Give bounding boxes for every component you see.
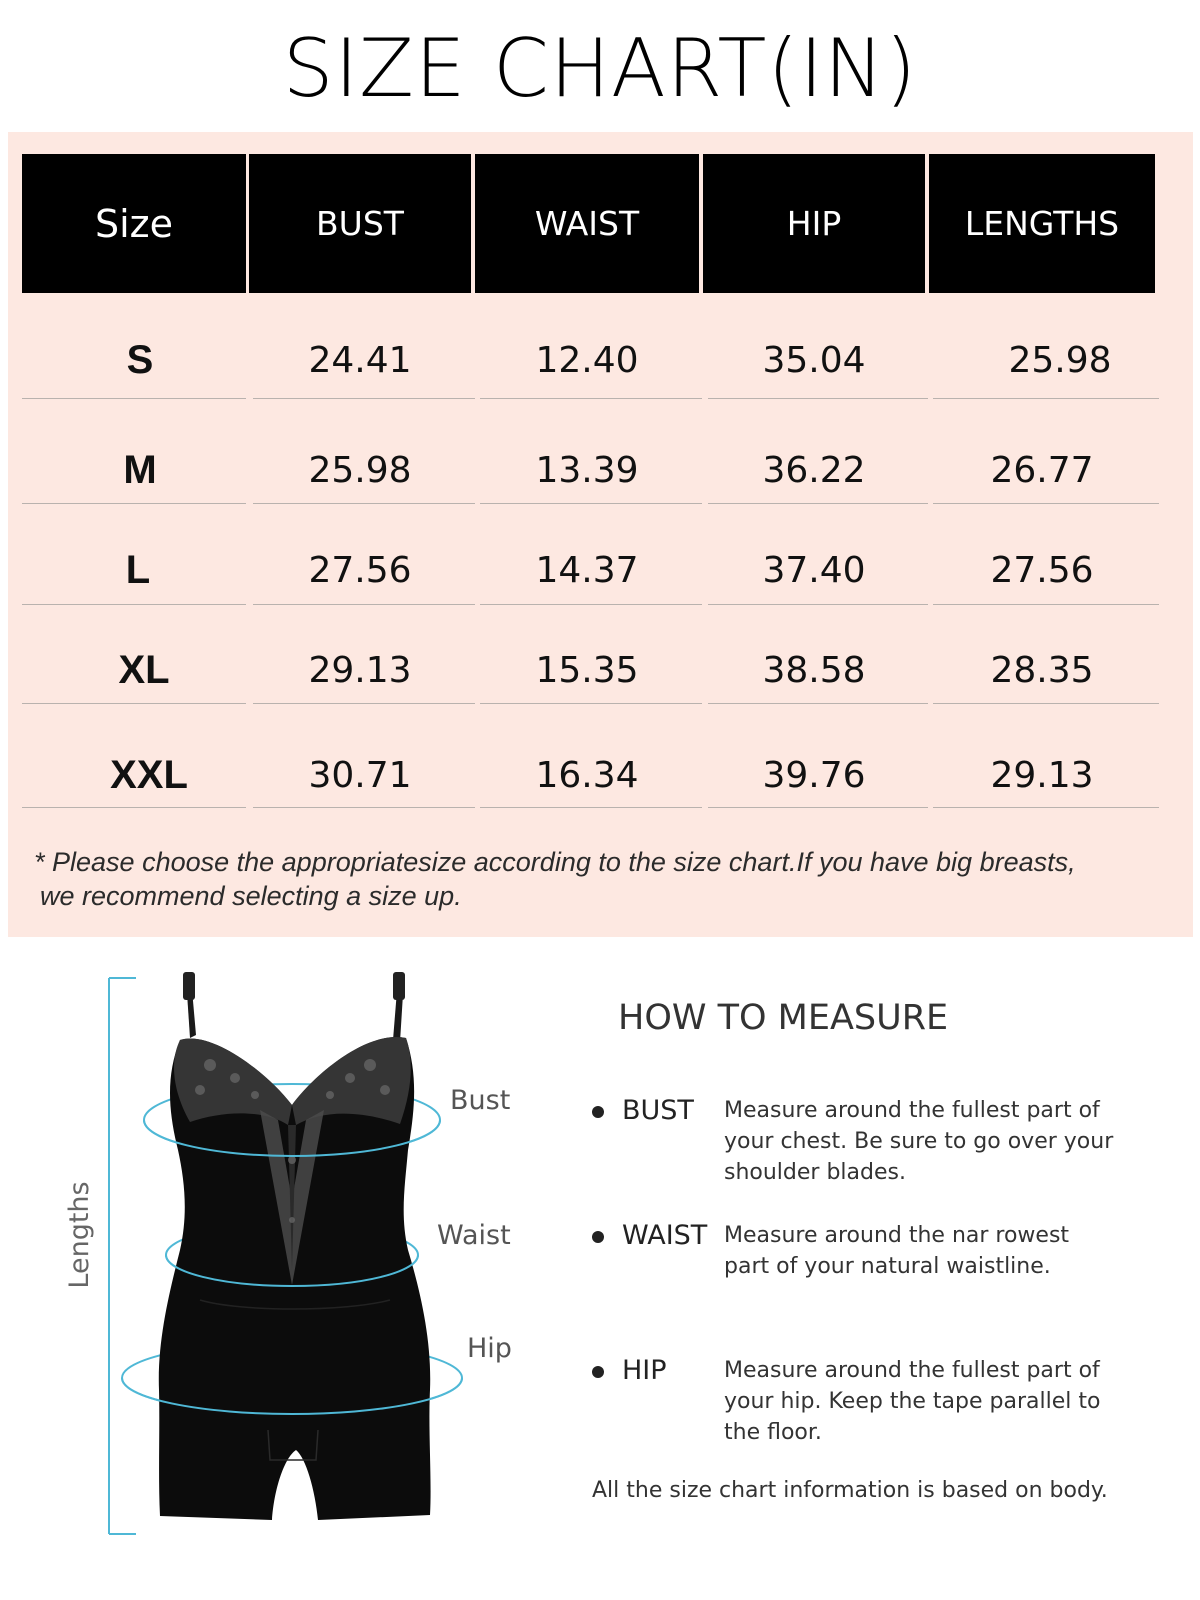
- row-xl-lengths: 28.35: [990, 649, 1094, 691]
- row-xl-size: XL: [118, 647, 170, 692]
- measure-label-bust: BUST: [622, 1095, 694, 1126]
- row-xxl-size: XXL: [110, 752, 188, 797]
- measure-desc-bust: Measure around the fullest part of your chest. Be sure to go over your shoulder blades.: [724, 1098, 1114, 1185]
- header-size: Size: [22, 154, 246, 293]
- header-hip: HIP: [703, 154, 925, 293]
- row-s-hip: 35.04: [762, 339, 866, 381]
- measure-desc-waist: Measure around the nar rowest part of your natural waistline.: [724, 1223, 1070, 1279]
- row-xxl-hip: 39.76: [762, 754, 866, 796]
- header-lengths: LENGTHS: [929, 154, 1155, 293]
- row-xl-bust: 29.13: [308, 649, 412, 691]
- row-s-size: S: [126, 337, 154, 382]
- measure-label-hip: HIP: [622, 1355, 667, 1386]
- row-s-bust: 24.41: [308, 339, 412, 381]
- measure-label-waist: WAIST: [622, 1220, 708, 1251]
- footer-note: All the size chart information is based on body.: [592, 1478, 1108, 1503]
- header-bust: BUST: [249, 154, 471, 293]
- row-m-hip: 36.22: [762, 449, 866, 491]
- row-l-waist: 14.37: [535, 549, 639, 591]
- bodysuit-silhouette: [159, 972, 431, 1520]
- bullet-icon: [592, 1231, 604, 1243]
- row-m-size: M: [123, 447, 157, 492]
- header-waist: WAIST: [475, 154, 699, 293]
- bodysuit-measurement-figure: [60, 960, 540, 1560]
- bust-label: Bust: [450, 1085, 511, 1116]
- row-l-lengths: 27.56: [990, 549, 1094, 591]
- row-m-waist: 13.39: [535, 449, 639, 491]
- row-s-lengths: 25.98: [1008, 339, 1112, 381]
- row-xxl-waist: 16.34: [535, 754, 639, 796]
- row-xxl-lengths: 29.13: [990, 754, 1094, 796]
- how-to-measure-title: HOW TO MEASURE: [618, 998, 949, 1038]
- measure-desc-hip: Measure around the fullest part of your hip. Keep the tape parallel to the floor.: [724, 1358, 1101, 1445]
- waist-label: Waist: [437, 1220, 511, 1251]
- lengths-bracket: [109, 978, 136, 1534]
- size-note: [34, 845, 1184, 913]
- bullet-icon: [592, 1366, 604, 1378]
- page-title: SIZE CHART(IN): [282, 22, 918, 115]
- bullet-icon: [592, 1106, 604, 1118]
- row-m-bust: 25.98: [308, 449, 412, 491]
- row-xl-hip: 38.58: [762, 649, 866, 691]
- row-s-waist: 12.40: [535, 339, 639, 381]
- hip-label: Hip: [467, 1333, 512, 1364]
- row-l-bust: 27.56: [308, 549, 412, 591]
- lengths-label: Lengths: [64, 1181, 95, 1289]
- row-xl-waist: 15.35: [535, 649, 639, 691]
- row-m-lengths: 26.77: [990, 449, 1094, 491]
- row-xxl-bust: 30.71: [308, 754, 412, 796]
- size-note-line-2: we recommend selecting a size up.: [40, 881, 462, 911]
- size-note-line-1: * Please choose the appropriatesize according to the size chart.If you have big breasts,: [34, 847, 1076, 877]
- row-l-size: L: [125, 547, 151, 592]
- row-l-hip: 37.40: [762, 549, 866, 591]
